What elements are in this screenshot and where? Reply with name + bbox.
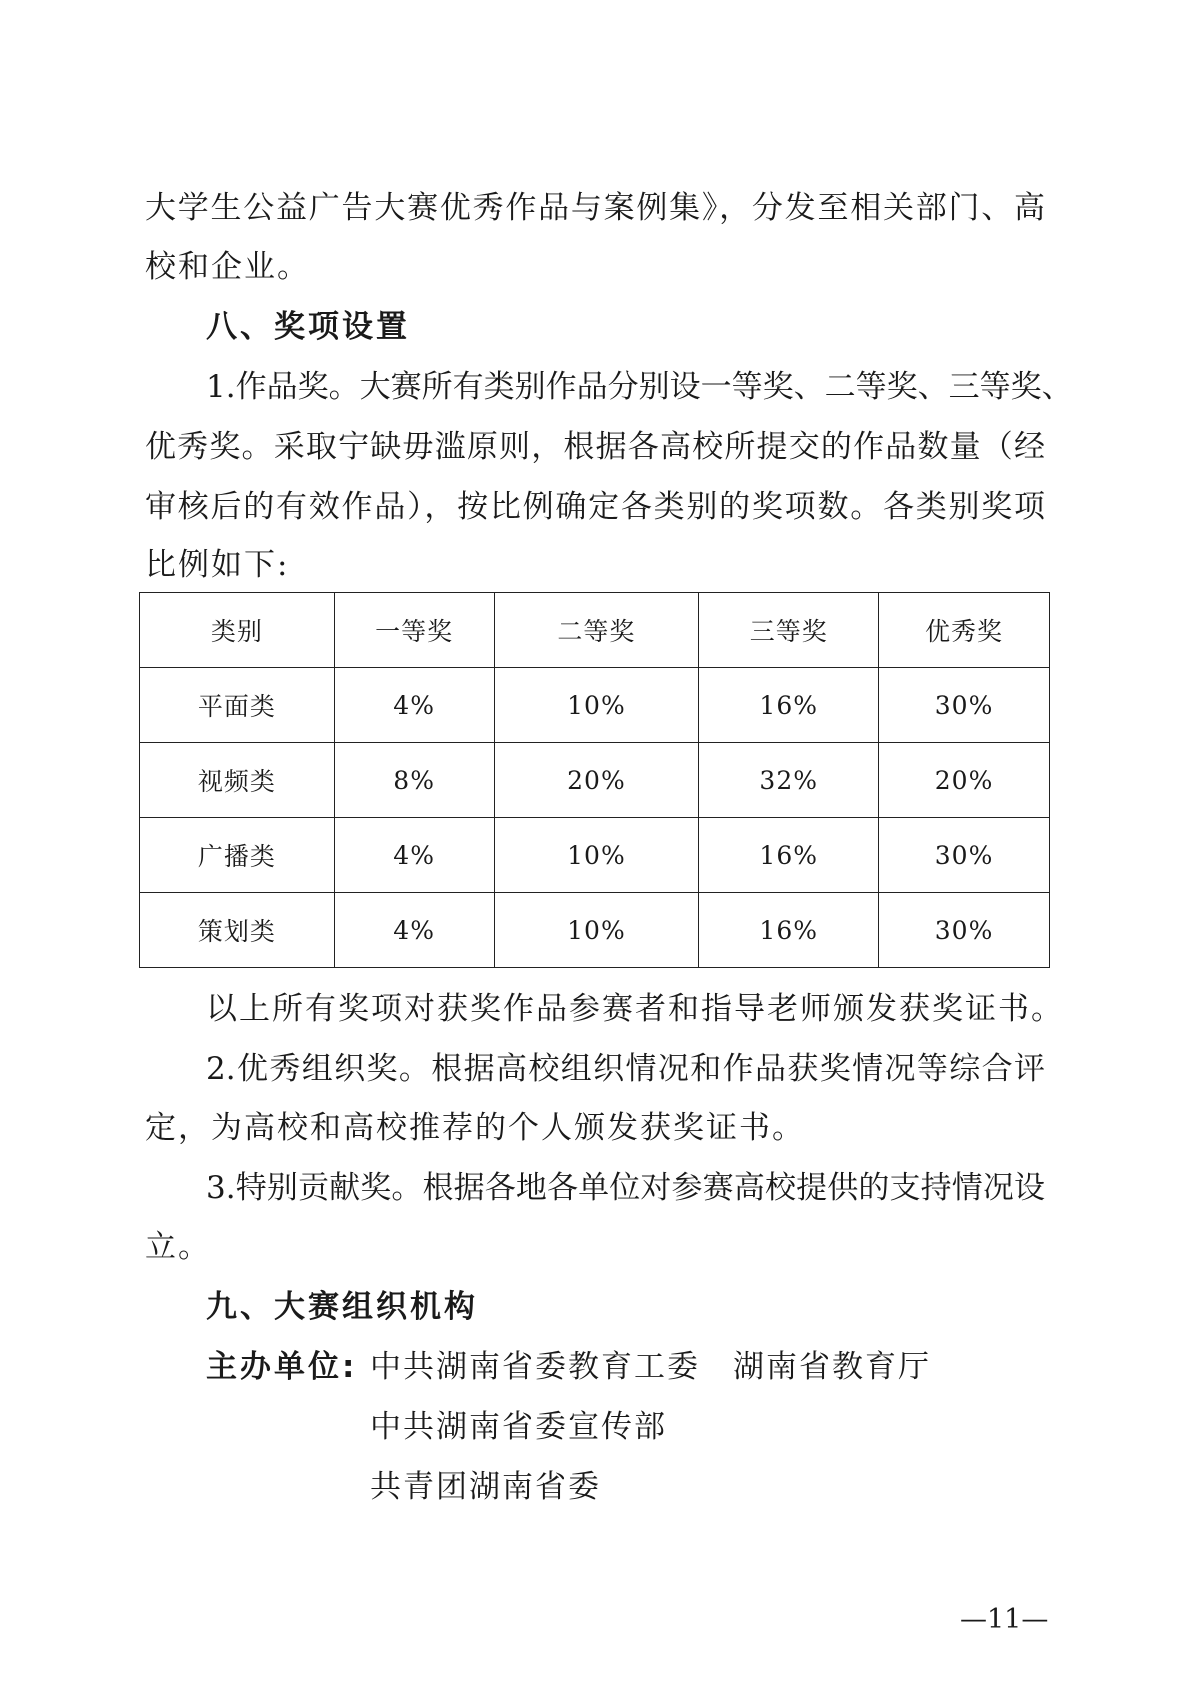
table-row xyxy=(140,893,1050,968)
host-organizer: 中共湖南省委教育工委 湖南省教育厅 xyxy=(370,1349,931,1385)
table-cell: 30% xyxy=(879,668,1050,743)
paragraph-line: 校和企业。 xyxy=(145,249,310,285)
table-cell: 16% xyxy=(699,818,879,893)
table-header-cell: 类别 xyxy=(140,593,335,668)
table-cell: 10% xyxy=(494,893,699,968)
table-row xyxy=(140,818,1050,893)
table-header-cell: 优秀奖 xyxy=(879,593,1050,668)
paragraph-line: 以上所有奖项对获奖作品参赛者和指导老师颁发获奖证书。 xyxy=(206,991,1064,1027)
host-organizer: 共青团湖南省委 xyxy=(370,1469,601,1505)
table-cell: 4% xyxy=(334,818,494,893)
paragraph-line: 1.作品奖。大赛所有类别作品分别设一等奖、二等奖、三等奖、 xyxy=(206,369,1073,405)
table-cell: 视频类 xyxy=(140,743,335,818)
table-header-cell: 一等奖 xyxy=(334,593,494,668)
paragraph-line: 比例如下: xyxy=(145,547,290,583)
table-cell: 20% xyxy=(879,743,1050,818)
table-header-cell: 二等奖 xyxy=(494,593,699,668)
page-number: —11— xyxy=(960,1604,1049,1635)
table-cell: 4% xyxy=(334,893,494,968)
table-cell: 广播类 xyxy=(140,818,335,893)
paragraph-line: 优秀奖。采取宁缺毋滥原则，根据各高校所提交的作品数量（经 xyxy=(145,429,1045,465)
table-cell: 32% xyxy=(699,743,879,818)
section-heading-organization: 九、大赛组织机构 xyxy=(206,1289,478,1325)
table-cell: 平面类 xyxy=(140,668,335,743)
host-label: 主办单位: xyxy=(206,1349,358,1385)
table-cell: 30% xyxy=(879,818,1050,893)
award-ratio-table xyxy=(139,592,1050,968)
table-cell: 10% xyxy=(494,668,699,743)
paragraph-line: 立。 xyxy=(145,1229,211,1265)
section-heading-awards: 八、奖项设置 xyxy=(206,309,410,345)
table-cell: 10% xyxy=(494,818,699,893)
host-organizer: 中共湖南省委宣传部 xyxy=(370,1409,667,1445)
table-header-row xyxy=(140,593,1050,668)
table-cell: 策划类 xyxy=(140,893,335,968)
paragraph-line: 审核后的有效作品），按比例确定各类别的奖项数。各类别奖项 xyxy=(145,489,1045,525)
table-row xyxy=(140,743,1050,818)
table-cell: 8% xyxy=(334,743,494,818)
table-cell: 16% xyxy=(699,668,879,743)
paragraph-line: 大学生公益广告大赛优秀作品与案例集》，分发至相关部门、高 xyxy=(145,190,1045,226)
table-cell: 30% xyxy=(879,893,1050,968)
paragraph-line: 2.优秀组织奖。根据高校组织情况和作品获奖情况等综合评 xyxy=(206,1051,1045,1087)
paragraph-line: 定，为高校和高校推荐的个人颁发获奖证书。 xyxy=(145,1110,805,1146)
table-cell: 4% xyxy=(334,668,494,743)
table-cell: 16% xyxy=(699,893,879,968)
table-header-cell: 三等奖 xyxy=(699,593,879,668)
table-row xyxy=(140,668,1050,743)
table-cell: 20% xyxy=(494,743,699,818)
paragraph-line: 3.特别贡献奖。根据各地各单位对参赛高校提供的支持情况设 xyxy=(206,1170,1045,1206)
